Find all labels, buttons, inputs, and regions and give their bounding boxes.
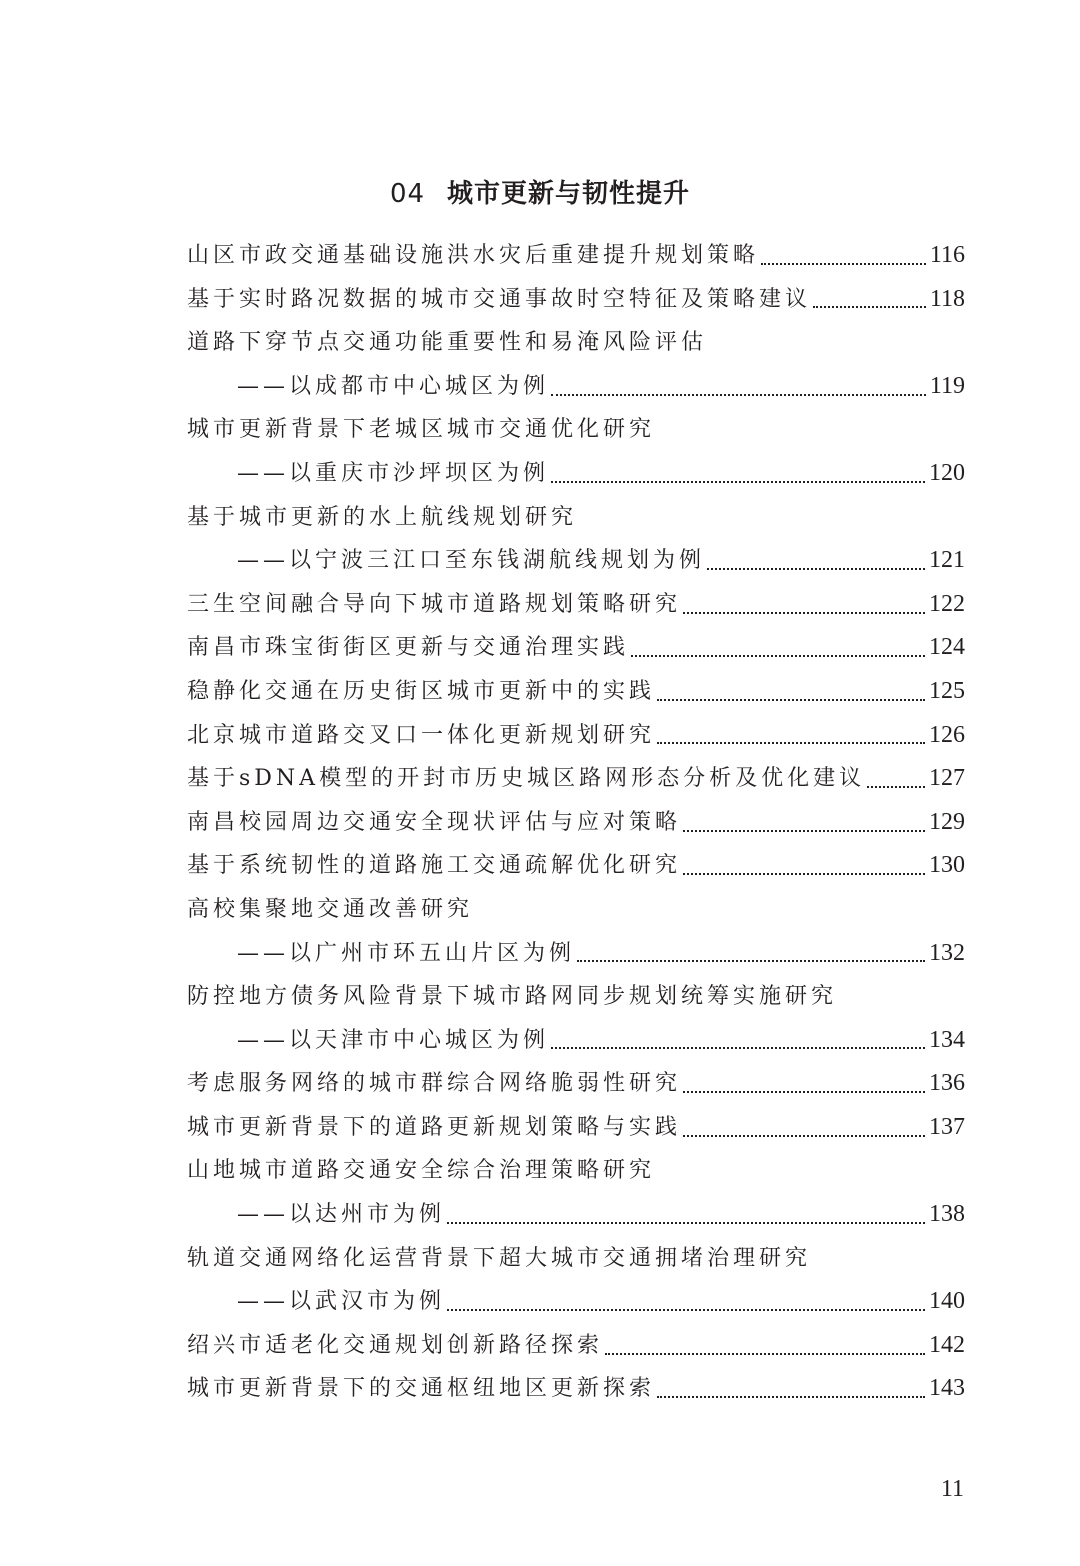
toc-entry-title: 南昌市珠宝街街区更新与交通治理实践 [187,635,630,661]
toc-entry[interactable] [187,626,965,670]
toc-entry [187,1237,965,1281]
toc-entry-title: 轨道交通网络化运营背景下超大城市交通拥堵治理研究 [187,1245,812,1271]
toc-entry-title: ——以宁波三江口至东钱湖航线规划为例 [237,548,706,574]
toc-page-number: 124 [929,634,965,661]
dot-leader [577,960,925,962]
toc-entry[interactable] [187,1324,965,1368]
toc-entry [187,888,965,932]
toc-entry-title: 考虑服务网络的城市群综合网络脆弱性研究 [187,1071,682,1097]
toc-entry-title: ——以广州市环五山片区为例 [237,940,576,966]
toc-entry-title: 基于实时路况数据的城市交通事故时空特征及策略建议 [187,286,812,312]
dot-leader [551,1047,925,1049]
dot-leader [867,786,925,788]
section-heading [0,172,1080,216]
dot-leader [447,1309,925,1311]
dot-leader [683,830,925,832]
toc-entry [187,975,965,1019]
toc-page-number: 120 [929,459,965,486]
dot-leader [551,481,925,483]
toc-entry-title: 三生空间融合导向下城市道路规划策略研究 [187,591,682,617]
toc-page-number: 129 [929,808,965,835]
dot-leader [683,1091,925,1093]
dot-leader [707,568,925,570]
dot-leader [657,742,925,744]
toc-page-number: 140 [929,1288,965,1315]
toc-entry[interactable] [187,234,965,278]
dot-leader [551,394,926,396]
toc-subtitle-entry[interactable] [187,932,965,976]
toc-entry[interactable] [187,714,965,758]
toc-subtitle-entry[interactable] [187,1193,965,1237]
toc-entry-title: 北京城市道路交叉口一体化更新规划研究 [187,722,656,748]
toc-entry-title: 道路下穿节点交通功能重要性和易淹风险评估 [187,330,708,356]
toc-page-number: 119 [929,372,965,399]
page-number: 11 [940,1476,964,1502]
toc-entry [187,408,965,452]
toc-subtitle-entry[interactable] [187,539,965,583]
toc-entry-title: 山地城市道路交通安全综合治理策略研究 [187,1158,656,1184]
toc-page-number: 116 [929,242,965,268]
toc-entry-title: 基于城市更新的水上航线规划研究 [187,504,578,530]
section-number: 04 [389,179,426,209]
dot-leader [657,1396,925,1398]
toc-page-number: 137 [929,1113,965,1140]
toc-entry[interactable] [187,1367,965,1411]
toc-page-number: 134 [929,1026,965,1053]
toc-entry-title: 稳静化交通在历史街区城市更新中的实践 [187,678,656,704]
dot-leader [631,655,925,657]
toc-entry-title: ——以达州市为例 [237,1202,446,1228]
toc-entry-title: 基于sDNA模型的开封市历史城区路网形态分析及优化建议 [187,766,866,792]
toc-entry-title: 城市更新背景下的交通枢纽地区更新探索 [187,1376,656,1402]
toc-entry-title: ——以成都市中心城区为例 [237,373,550,399]
toc-entry[interactable] [187,801,965,845]
toc-entry-title: 高校集聚地交通改善研究 [187,896,474,922]
toc-subtitle-entry[interactable] [187,1019,965,1063]
toc-page-number: 122 [929,590,965,617]
table-of-contents [187,234,965,1411]
toc-entry [187,1149,965,1193]
dot-leader [813,306,926,308]
toc-entry-title: ——以重庆市沙坪坝区为例 [237,460,550,486]
dot-leader [683,612,925,614]
toc-entry[interactable] [187,844,965,888]
toc-entry[interactable] [187,670,965,714]
toc-page-number: 126 [929,721,965,748]
toc-entry-title: 山区市政交通基础设施洪水灾后重建提升规划策略 [187,243,760,268]
dot-leader [447,1222,925,1224]
toc-subtitle-entry[interactable] [187,1280,965,1324]
toc-subtitle-entry[interactable] [187,365,965,409]
toc-entry[interactable] [187,1106,965,1150]
toc-entry[interactable] [187,278,965,322]
dot-leader [761,263,926,265]
dot-leader [605,1353,925,1355]
toc-page-number: 136 [929,1070,965,1097]
toc-entry [187,321,965,365]
toc-page-number: 125 [929,677,965,704]
toc-page-number: 138 [929,1201,965,1228]
toc-entry-title: 南昌校园周边交通安全现状评估与应对策略 [187,809,682,835]
toc-entry[interactable] [187,583,965,627]
toc-entry-title: ——以武汉市为例 [237,1289,446,1315]
toc-entry-title: 城市更新背景下老城区城市交通优化研究 [187,417,656,443]
toc-entry[interactable] [187,757,965,801]
toc-entry-title: 防控地方债务风险背景下城市路网同步规划统筹实施研究 [187,984,838,1010]
toc-entry-title: 基于系统韧性的道路施工交通疏解优化研究 [187,853,682,879]
toc-entry-title: 绍兴市适老化交通规划创新路径探索 [187,1332,604,1358]
toc-entry[interactable] [187,1062,965,1106]
toc-page-number: 127 [929,765,965,792]
dot-leader [657,699,925,701]
toc-entry-title: 城市更新背景下的道路更新规划策略与实践 [187,1114,682,1140]
toc-page-number: 118 [929,285,965,312]
toc-page-number: 143 [929,1375,965,1402]
toc-subtitle-entry[interactable] [187,452,965,496]
dot-leader [683,873,925,875]
toc-entry [187,496,965,540]
toc-page-number: 132 [929,939,965,966]
toc-page-number: 121 [929,547,965,574]
toc-page-number: 142 [929,1331,965,1358]
dot-leader [683,1135,925,1137]
toc-page-number: 130 [929,852,965,879]
toc-entry-title: ——以天津市中心城区为例 [237,1027,550,1053]
section-title: 城市更新与韧性提升 [447,179,691,209]
